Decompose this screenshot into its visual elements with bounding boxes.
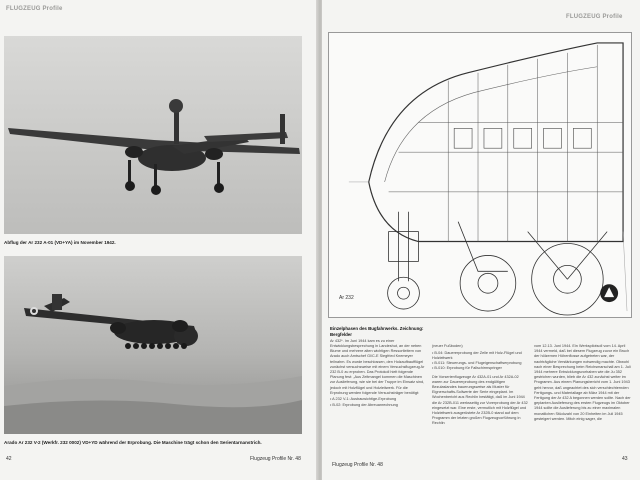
left-header: FLUGZEUG Profile (6, 6, 63, 12)
right-page (322, 0, 640, 480)
col2-bullet: • B-04: Dauererprobung der Zelle mit Holz-Flügel und Holzleitwerk (432, 350, 522, 360)
col2-intro: (neuer Fußboden) (432, 344, 463, 348)
photo-ar232-a01 (4, 36, 302, 234)
left-page (0, 0, 318, 480)
technical-drawing-nose-gear (328, 32, 632, 318)
right-footer: Flugzeug Profile Nr. 48 (332, 462, 383, 468)
drawing-caption-title: Einzelphasen des Bugfahrwerks. Zeichnung: Bergfelder (330, 326, 424, 337)
drawing-label: Ar 232 (339, 295, 354, 301)
photo2-caption: Arado Ar 232 V-2 (Werkfr. 232 0002) VD+YD während der Erprobung. Die Maschine trägt schon den Serientarnanstrich. (4, 440, 262, 445)
col2-body: Die Vorserienflugzeuge Ar 432A-01 und Ar 432A-02 waren zur Dauererprobung des endgültigen Bezulaslandes bauerungsweise als Muster für Eignerschafts-Sollwerte der Serie eingeplant. Im Wochenbericht aus Rechlin bestätigt, daß im Juni 1944 die Ar 232B-011 werksseitig zur Vorerprobung der Ar 432 eingesetzt war. Eine erste, vermutlich mit Holzflügel und Holzleitwerk ausgerüstete Ar 232B-0 stand auf dem Programm der letzten großen Flugzeugvorführung in Rechlin (432, 374, 528, 426)
right-header: FLUGZEUG Profile (566, 14, 623, 20)
col2-bullet: • B-011: Steuerungs- und Flugeigenschaftserprobung (432, 361, 522, 366)
col1-bullet: • B-02: Erprobung der Abreuanrechnung (330, 402, 398, 407)
text-column-3 (534, 344, 632, 424)
col1-bullet: • A 232 V-1: Ausbauwichtige-Erprobung (330, 397, 397, 402)
col2-bullet: • B-010: Erprobung für Fallschirmspringer (432, 366, 502, 371)
text-column-1 (330, 326, 426, 408)
left-page-number: 42 (6, 456, 12, 462)
col1-body: Ar 432*. Im Juni 1944 kam es zu einer Entwicklungsbesprechung in Landeshut, an der neben Blume und mehrere alten wichtigen Ressortleitern von Arado auch Amtschef Gl/C-E Siegfried Knemeyer teilnahm. Es wurde beschlossen, den Holzaufbaufflügel zunächst versuchsweise mit einem Versuchsflugzeug Ar 232 B-0 zu erproben. Das Protokoll hielt folgende Planung fest: „Aus Zeitmangel kommen die Maschinen zur Auslieferung, wie sie bei der Truppe im Einsatz sind, jedoch mit Holzflügel und Holzleitwerk. Für die Erprobung werden folgende Versuchsträger benötigt: (330, 338, 425, 395)
photo1-caption: Abflug der Ar 232 A-01 (VD+YA) im November 1942. (4, 240, 116, 245)
right-page-number: 43 (622, 456, 628, 462)
left-footer: Flugzeug Profile Nr. 48 (250, 456, 301, 462)
col3-body: vom 12.13. Juni 1944. Ein Werkspilotsoll vom 14. April 1944 vermeld, daß bei diesem Flugzeug zuvor ein Bruch der hölzernen Höhenflosse aufgetreten war, der nachträgliche Verstärkungen notwendig machte. Obwohl nach einer Besprechung beim Reichsmarschall am 1. Juli 1944 mehrere Entwicklungsvorhaben wie die Ju 352 gestrichen wurden, blieb die Ar 432 zunächst weiter im Programm. Aus einem Planungsbericht vom 1. Juni 1943 geht hervor, daß ungeachtet des sich verschlechternden Fertigungs- und Materiallage ab März 1944 mit der Fertigung der Ar 432 A begonnen werden sollte. Nach der geplanten Auslieferung des ersten Flugzeugs im Oktober 1944 sollte die Auslieferung bis zu einer maximalen monatlichen Stückzahl von 20 Einheiten im Juli 1945 gesteigert werden. Mitch einig sager, die (534, 344, 631, 421)
photo-ar232-v2 (4, 256, 302, 434)
text-column-2 (432, 344, 528, 428)
